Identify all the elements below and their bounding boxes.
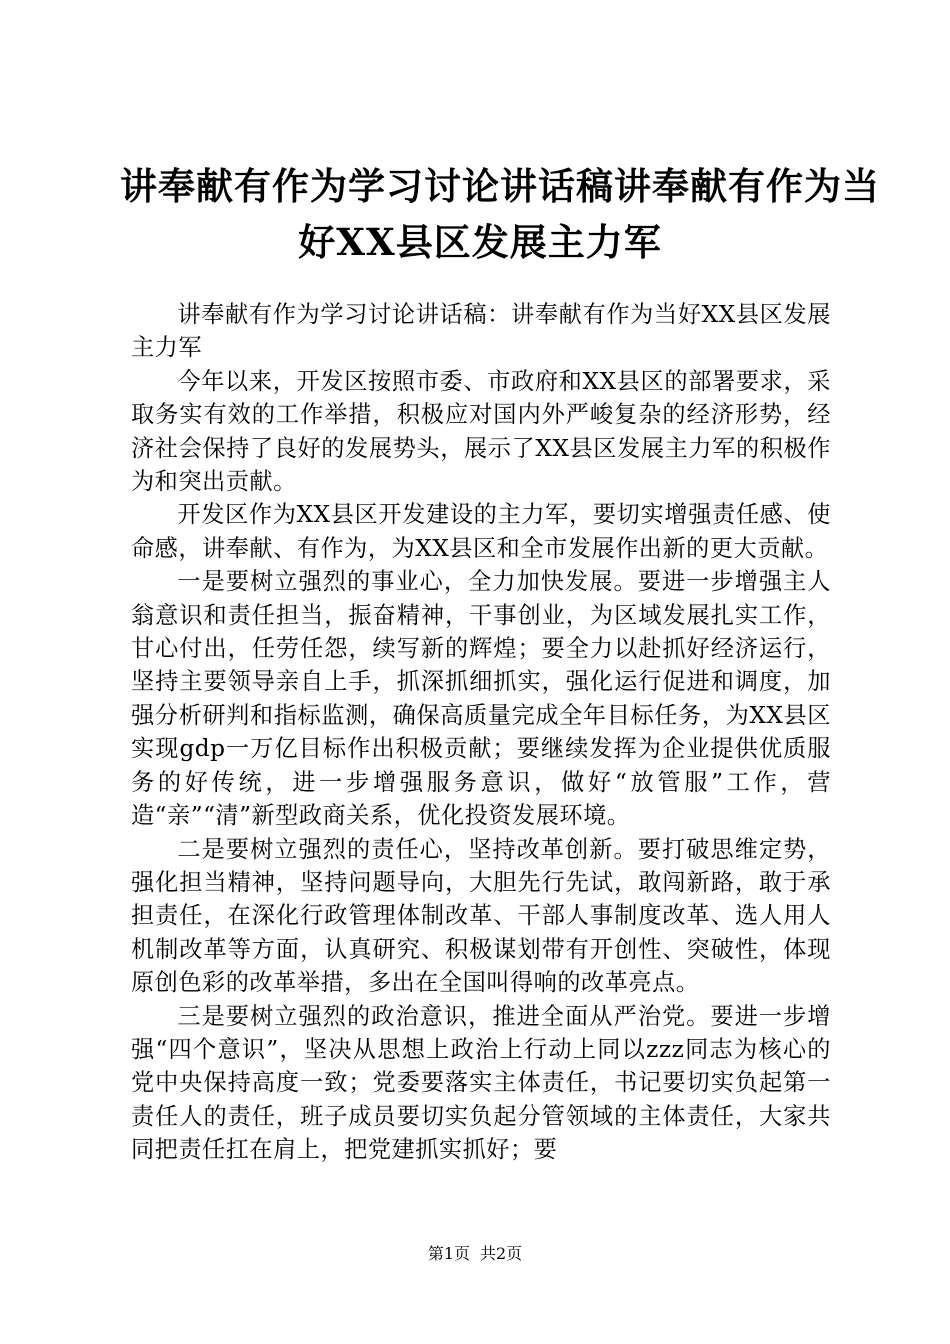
paragraph-point-three: 三是要树立强烈的政治意识，推进全面从严治党。要进一步增强“四个意识”，坚决从思想上政治上行动上同以zzz同志为核心的党中央保持高度一致；党委要落实主体责任，书记要切实负起第一责任人的责任，班子成员要切实负起分管领域的主体责任，大家共同把责任扛在肩上，把党建抓实抓好；要 xyxy=(131,1002,831,1164)
document-title-line-1: 讲奉献有作为学习讨论讲话稿讲奉献有作为当 xyxy=(120,164,880,208)
document-title-line-2: 好XX县区发展主力军 xyxy=(298,220,662,264)
page-footer xyxy=(0,1244,950,1264)
paragraph-role: 开发区作为XX县区开发建设的主力军，要切实增强责任感、使命感，讲奉献、有作为，为XX县区和全市发展作出新的更大贡献。 xyxy=(131,501,831,562)
page-total: 共2页 xyxy=(480,1244,523,1263)
page-number: 第1页 xyxy=(427,1244,470,1263)
paragraph-intro: 今年以来，开发区按照市委、市政府和XX县区的部署要求，采取务实有效的工作举措，积极应对国内外严峻复杂的经济形势，经济社会保持了良好的发展势头，展示了XX县区发展主力军的积极作为和突出贡献。 xyxy=(131,367,831,496)
document-title xyxy=(120,158,880,270)
paragraph-point-one: 一是要树立强烈的事业心，全力加快发展。要进一步增强主人翁意识和责任担当，振奋精神，干事创业，为区域发展扎实工作，甘心付出，任劳任怨，续写新的辉煌；要全力以赴抓好经济运行，坚持主要领导亲自上手，抓深抓细抓实，强化运行促进和调度，加强分析研判和指标监测，确保高质量完成全年目标任务，为XX县区实现gdp一万亿目标作出积极贡献；要继续发挥为企业提供优质服务的好传统，进一步增强服务意识，做好“放管服”工作，营造“亲”“清”新型政商关系，优化投资发展环境。 xyxy=(131,568,831,830)
document-body xyxy=(131,298,831,1167)
paragraph-point-two: 二是要树立强烈的责任心，坚持改革创新。要打破思维定势，强化担当精神，坚持问题导向，大胆先行先试，敢闯新路，敢于承担责任，在深化行政管理体制改革、干部人事制度改革、选人用人机制改革等方面，认真研究、积极谋划带有开创性、突破性，体现原创色彩的改革举措，多出在全国叫得响的改革亮点。 xyxy=(131,835,831,997)
paragraph-subtitle: 讲奉献有作为学习讨论讲话稿：讲奉献有作为当好XX县区发展主力军 xyxy=(131,301,831,362)
